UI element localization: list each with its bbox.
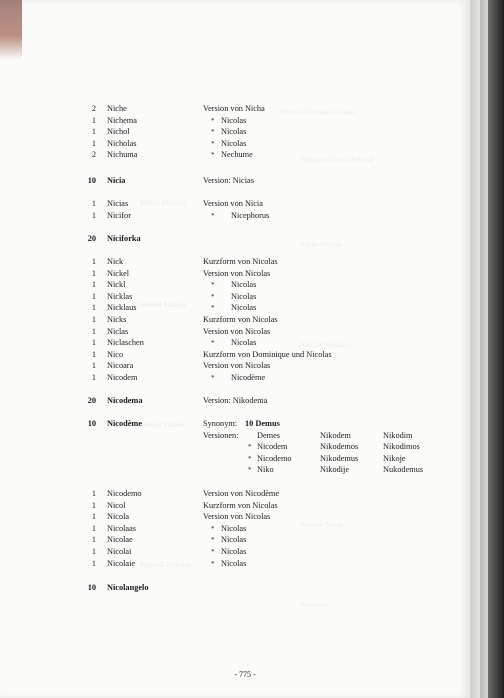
entry-count: 1: [91, 138, 96, 148]
entry-count: 1: [91, 315, 96, 324]
entry-row: [0, 534, 470, 546]
entry-count: 1: [91, 257, 96, 266]
entry-row: [0, 103, 470, 115]
entry-count: 1: [91, 547, 96, 556]
entry-count: 10: [87, 419, 96, 428]
entry-description: Kurzform von Nicolas: [203, 257, 278, 266]
reference-name: Nicolas: [221, 523, 247, 533]
entry-count: 2: [91, 150, 96, 160]
entry-count: 1: [91, 558, 96, 568]
reference-marker: *: [211, 151, 215, 160]
entry-name: Nicodème: [107, 419, 143, 428]
book-spine-shadow: [488, 0, 504, 698]
reference-marker: *: [211, 536, 215, 545]
reference-marker: *: [211, 139, 215, 148]
entry-name: Nicholas: [107, 138, 137, 148]
entry-count: 1: [91, 535, 96, 545]
version-name: Nikoje: [383, 453, 406, 463]
synonym-value: 10 Demus: [245, 419, 280, 428]
reference-marker: *: [211, 292, 215, 301]
entry-name: Nickel: [107, 268, 130, 278]
reference-marker: *: [248, 466, 252, 475]
entry-row: [0, 511, 470, 523]
entry-description: Version von Nicha: [203, 104, 265, 113]
entry-name: Nicoara: [107, 361, 134, 371]
entry-row: [0, 268, 470, 280]
entry-name: Niclas: [107, 326, 129, 336]
entry-name: Nichema: [107, 115, 137, 125]
main-entry-row: [0, 175, 470, 187]
reference-name: Nechume: [221, 150, 253, 160]
main-entry-row: [0, 395, 470, 407]
entry-name: Nicolaas: [107, 523, 137, 533]
entry-count: 20: [87, 396, 96, 405]
reference-name: Nicolas: [221, 547, 247, 556]
entry-description: Version von Nicodème: [203, 489, 280, 498]
entry-row: [0, 115, 470, 127]
reference-name: Nicolas: [231, 338, 257, 348]
reference-marker: *: [211, 281, 215, 290]
reference-marker: *: [211, 304, 215, 313]
entry-count: 10: [87, 176, 96, 185]
entry-name: Nicolae: [107, 535, 133, 545]
version-name: Nikodije: [320, 465, 350, 475]
entry-name: Nicias: [107, 199, 129, 208]
entry-description: Version von Nicia: [203, 199, 263, 208]
entry-description: Version: Nicias: [203, 176, 254, 185]
entry-count: 2: [91, 104, 96, 113]
version-name: Nikodimos: [383, 442, 420, 452]
entry-count: 1: [91, 280, 96, 290]
entry-count: 1: [91, 127, 96, 137]
version-name: Nicodem: [257, 442, 288, 452]
entry-count: 1: [91, 268, 96, 278]
entry-row: [0, 558, 470, 570]
entry-count: 1: [91, 373, 96, 382]
entry-name: Niclaschen: [107, 338, 144, 348]
entry-count: 1: [91, 489, 96, 498]
entry-description: Kurzform von Nicolas: [203, 500, 278, 510]
page-stack-edge: [470, 0, 480, 698]
entry-name: Nicklas: [107, 291, 133, 301]
versions-label: Versionen:: [203, 430, 239, 440]
reference-marker: *: [211, 548, 215, 556]
reference-name: Nicolas: [231, 280, 257, 290]
entry-name: Nickl: [107, 280, 126, 290]
entry-row: [0, 126, 470, 138]
entry-name: Nicol: [107, 500, 126, 510]
reference-name: Nicolas: [221, 127, 247, 137]
reference-marker: *: [211, 339, 215, 348]
reference-marker: *: [248, 443, 252, 452]
version-name: Demes: [257, 430, 281, 440]
entry-row: [0, 372, 470, 384]
entry-row: [0, 314, 470, 326]
main-entry-row: [0, 418, 470, 430]
entry-name: Niciforka: [107, 234, 141, 243]
entry-name: Nicolaie: [107, 558, 136, 568]
entry-name: Nicks: [107, 315, 127, 324]
entry-name: Nicodemo: [107, 489, 142, 498]
entry-row: [0, 256, 470, 268]
entry-count: 1: [91, 210, 96, 220]
reference-name: Nicolas: [221, 138, 247, 148]
version-name: Nukodemus: [383, 465, 424, 475]
version-name: Nikodemos: [320, 442, 359, 452]
entry-description: Version von Nicolas: [203, 361, 271, 371]
entry-count: 1: [91, 361, 96, 371]
entry-description: Version von Nicolas: [203, 268, 271, 278]
entry-name: Nicodem: [107, 373, 138, 382]
entry-row: [0, 360, 470, 372]
reference-marker: *: [211, 211, 215, 220]
reference-name: Nicolas: [221, 115, 247, 125]
page-stack-edge: [480, 0, 488, 698]
reference-marker: *: [211, 116, 215, 125]
entry-name: Nicklaus: [107, 303, 137, 313]
entry-row: [0, 500, 470, 512]
synonym-label: Synonym:: [203, 419, 238, 428]
reference-name: Nicolas: [231, 303, 257, 313]
entry-name: Nico: [107, 349, 124, 359]
entry-name: Nicolangelo: [107, 583, 149, 592]
entry-description: Kurzform von Dominique und Nicolas: [203, 349, 332, 359]
entry-name: Nicifor: [107, 210, 131, 220]
entry-row: [0, 337, 470, 349]
entry-count: 1: [91, 500, 96, 510]
entry-count: 1: [91, 115, 96, 125]
entry-row: [0, 291, 470, 303]
version-name: Nicodemo: [257, 453, 292, 463]
page-number: - 775 -: [234, 670, 256, 679]
entry-count: 1: [91, 199, 96, 208]
entry-row: [0, 198, 470, 210]
entry-row: [0, 326, 470, 338]
entry-description: Kurzform von Nicolas: [203, 315, 278, 324]
entry-row: [0, 349, 470, 361]
entry-count: 10: [87, 583, 96, 592]
entry-name: Nicia: [107, 176, 126, 185]
entry-row: [0, 149, 470, 161]
entry-description: Version von Nicolas: [203, 326, 271, 336]
entry-count: 1: [91, 326, 96, 336]
entry-name: Nichuma: [107, 150, 138, 160]
entry-row: [0, 523, 470, 535]
entry-description: Version von Nicolas: [203, 512, 271, 522]
reference-name: Nicephorus: [231, 210, 270, 220]
reference-marker: *: [211, 559, 215, 568]
entry-description: Version: Nikodema: [203, 396, 268, 405]
entry-row: [0, 302, 470, 314]
reference-marker: *: [211, 374, 215, 382]
entry-name: Nicodema: [107, 396, 143, 405]
reference-marker: *: [211, 524, 215, 533]
entry-count: 1: [91, 303, 96, 313]
entry-count: 1: [91, 523, 96, 533]
entry-row: [0, 546, 470, 558]
entry-row: [0, 138, 470, 150]
entry-row: [0, 279, 470, 291]
entry-count: 1: [91, 512, 96, 522]
entry-name: Nicolai: [107, 547, 132, 556]
entry-count: 1: [91, 338, 96, 348]
reference-marker: *: [248, 454, 252, 463]
reference-name: Nicodème: [231, 373, 266, 382]
reference-name: Nicolas: [231, 291, 257, 301]
entry-name: Nichol: [107, 127, 130, 137]
reference-name: Nicolas: [221, 535, 247, 545]
entry-name: Nicola: [107, 512, 130, 522]
version-name: Niko: [257, 465, 274, 475]
entry-count: 1: [91, 291, 96, 301]
entry-name: Nick: [107, 257, 124, 266]
entry-row: [0, 210, 470, 222]
version-name: Nikodem: [320, 430, 351, 440]
version-name: Nikodemus: [320, 453, 359, 463]
entry-name: Niche: [107, 104, 127, 113]
reference-name: Nicolas: [221, 558, 247, 568]
entry-row: [0, 488, 470, 500]
version-name: Nikodim: [383, 430, 413, 440]
entry-count: 1: [91, 349, 96, 359]
main-entry-row: [0, 582, 470, 594]
reference-marker: *: [211, 128, 215, 137]
entry-count: 20: [87, 234, 96, 243]
main-entry-row: [0, 233, 470, 245]
